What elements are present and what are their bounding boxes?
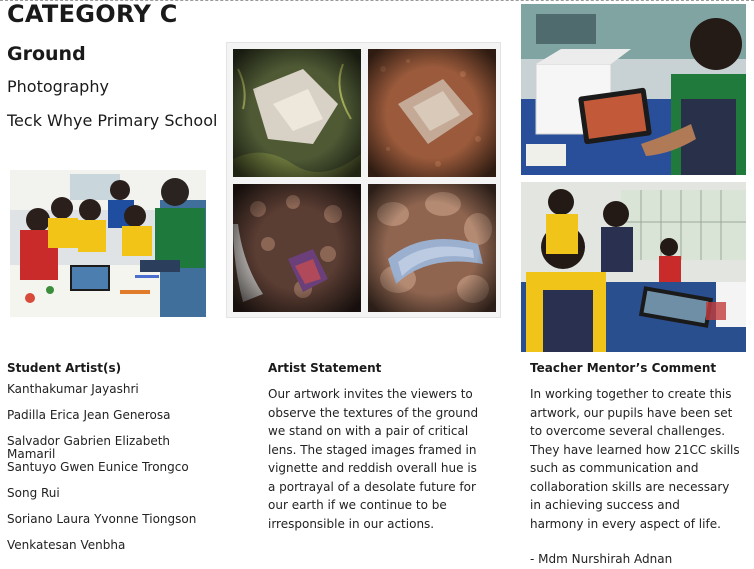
mentor-signature: - Mdm Nurshirah Adnan [530, 552, 673, 566]
mentor-line: such as communication and [530, 461, 699, 475]
student-name: Song Rui [7, 486, 60, 500]
artwork-panel-top-left-illustration [233, 49, 361, 177]
mentor-line: collaboration skills are necessary [530, 479, 730, 494]
mentor-line: In working together to create this [530, 387, 732, 401]
mentor-comment-heading: Teacher Mentor’s Comment [530, 361, 717, 375]
statement-line: we stand on with a pair of critical [268, 424, 469, 438]
statement-line: Our artwork invites the viewers to [268, 387, 473, 401]
student-name: Santuyo Gwen Eunice Trongco [7, 460, 189, 474]
category-label: CATEGORY C [7, 0, 178, 28]
student-name: Venkatesan Venbha [7, 538, 126, 552]
artwork-panel-bottom-left-illustration [233, 184, 361, 312]
artist-statement-text [268, 385, 513, 533]
classroom-collaboration-photo [521, 182, 746, 352]
statement-line: observe the textures of the ground [268, 405, 479, 420]
artwork-panel-bottom-right-illustration [368, 184, 496, 312]
artwork-medium: Photography [7, 77, 109, 96]
artwork-panel-top-right [368, 49, 496, 177]
student-artists-list [7, 383, 217, 565]
statement-line: a portrayal of a desolate future for [268, 479, 476, 494]
artwork-panel-top-right-illustration [368, 49, 496, 177]
mentor-line: in achieving success and [530, 498, 680, 512]
mentor-line: They have learned how 21CC skills [530, 442, 740, 457]
artwork-title: Ground [7, 43, 86, 65]
artwork-panel-bottom-left [233, 184, 361, 312]
statement-line: lens. The staged images framed in [268, 442, 477, 457]
student-name: Salvador Gabrien Elizabeth Mamaril [7, 434, 171, 461]
mentor-comment-text [530, 385, 752, 533]
student-name: Padilla Erica Jean Generosa [7, 408, 171, 422]
classroom-collaboration-illustration [521, 182, 746, 352]
mentor-line: artwork, our pupils have been set [530, 405, 733, 420]
statement-line: vignette and reddish overall hue is [268, 461, 477, 475]
student-tablet-photo [521, 4, 746, 175]
artwork-panel-top-left [233, 49, 361, 177]
mentor-line: harmony in every aspect of life. [530, 516, 721, 531]
artwork-panel-bottom-right [368, 184, 496, 312]
statement-line: our earth if we continue to be [268, 498, 447, 512]
students-group-photo [10, 170, 206, 317]
student-artists-heading: Student Artist(s) [7, 361, 122, 375]
mentor-line: to overcome several challenges. [530, 424, 726, 438]
student-name: Soriano Laura Yvonne Tiongson [7, 512, 197, 526]
artist-statement-heading: Artist Statement [268, 361, 382, 375]
statement-line: irresponsible in our actions. [268, 516, 435, 531]
students-group-illustration [10, 170, 206, 317]
school-name: Teck Whye Primary School [7, 111, 218, 130]
student-tablet-illustration [521, 4, 746, 175]
student-name: Kanthakumar Jayashri [7, 382, 139, 396]
artwork-four-panel-photo [226, 42, 501, 318]
